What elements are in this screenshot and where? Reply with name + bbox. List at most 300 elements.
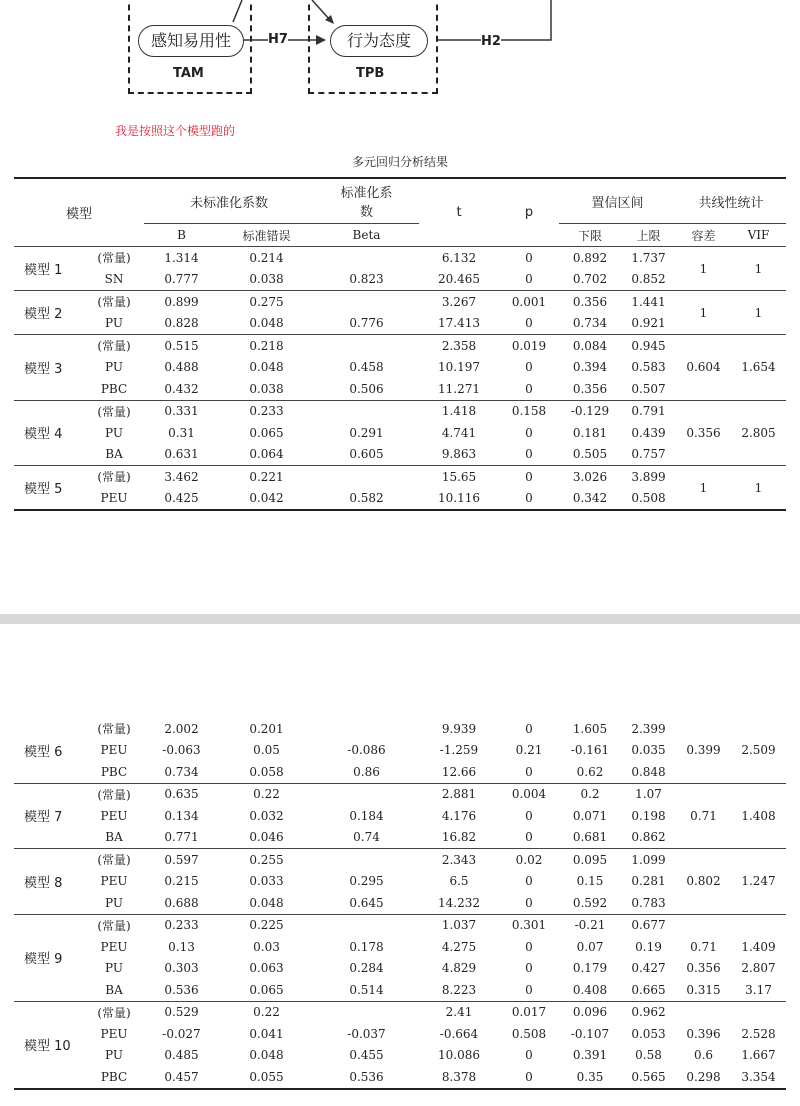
cell-vif: 2.805 [731, 400, 786, 466]
cell-vif: 1 [731, 247, 786, 291]
cell-t: 2.343 [419, 849, 499, 871]
variable-name: PBC [100, 1069, 128, 1084]
cell-t: 1.418 [419, 400, 499, 422]
table-row [14, 291, 786, 313]
annotation-note: 我是按照这个模型跑的 [115, 124, 236, 138]
variable-name: PEU [100, 808, 128, 823]
cell-lo: 0.084 [559, 335, 621, 357]
cell-B: 0.134 [164, 808, 199, 823]
cell-se: 0.225 [219, 914, 314, 936]
cell-lo: 1.605 [572, 721, 608, 736]
cell-lo: 0.592 [572, 895, 608, 910]
cell-tolerance: 0.802 [676, 849, 731, 915]
cell-se: 0.214 [219, 247, 314, 269]
cell-tolerance: 0.356 [686, 961, 721, 976]
cell-B: 0.515 [144, 335, 219, 357]
model-name: 模型 5 [14, 466, 84, 511]
cell-p: 0 [525, 721, 533, 736]
cell-p: 0.004 [499, 783, 559, 805]
cell-t: 15.65 [419, 466, 499, 488]
cell-p: 0 [525, 982, 533, 997]
cell-lo: 0.62 [576, 764, 604, 779]
model-name: 模型 7 [14, 783, 84, 849]
cell-t: 2.41 [419, 1001, 499, 1023]
cell-hi: 0.19 [635, 939, 662, 954]
cell-hi: 0.921 [631, 316, 666, 331]
cell-hi: 0.427 [631, 961, 666, 976]
table-row [14, 466, 786, 488]
cell-lo: 0.181 [572, 425, 608, 440]
variable-name: PEU [100, 939, 128, 954]
variable-name: BA [105, 830, 123, 845]
variable-name: (常量) [84, 335, 144, 357]
cell-lo: 0.892 [559, 247, 621, 269]
cell-beta [314, 400, 419, 422]
variable-name: PU [105, 360, 123, 375]
cell-beta: 0.284 [349, 961, 384, 976]
cell-se: 0.201 [249, 721, 284, 736]
cell-B: -0.063 [162, 743, 201, 758]
cell-p: 0 [525, 895, 533, 910]
page-separator [0, 614, 800, 624]
cell-t: 2.358 [419, 335, 499, 357]
cell-vif: 1.667 [741, 1048, 776, 1063]
variable-name: SN [104, 272, 124, 287]
variable-name: PEU [100, 491, 128, 506]
cell-t: 6.132 [419, 247, 499, 269]
cell-beta: 0.458 [349, 360, 384, 375]
model-name: 模型 2 [14, 291, 84, 335]
table-row [14, 914, 786, 936]
cell-lo: -0.107 [570, 1026, 610, 1041]
cell-beta: 0.536 [349, 1069, 384, 1084]
cell-lo: 0.342 [572, 491, 608, 506]
cell-p: 0.017 [499, 1001, 559, 1023]
cell-vif [731, 914, 786, 936]
cell-t: -0.664 [439, 1026, 479, 1041]
cell-p: 0.508 [511, 1026, 547, 1041]
cell-se: 0.275 [219, 291, 314, 313]
cell-beta [314, 291, 419, 313]
cell-beta: -0.037 [347, 1026, 386, 1041]
cell-beta [314, 247, 419, 269]
tam-label: TAM [173, 66, 204, 81]
cell-t: 9.939 [441, 721, 477, 736]
header-model: 模型 [65, 207, 92, 222]
h2-label: H2 [481, 34, 501, 49]
cell-t: 2.881 [419, 783, 499, 805]
variable-name: PU [105, 425, 123, 440]
cell-t: -1.259 [439, 743, 479, 758]
variable-name: PBC [100, 764, 128, 779]
node-perceived-ease-of-use: 感知易用性 [138, 25, 244, 57]
cell-hi: 0.783 [631, 895, 666, 910]
cell-beta: 0.776 [349, 316, 384, 331]
cell-lo: 3.026 [559, 466, 621, 488]
table-row [14, 783, 786, 805]
cell-hi: 0.677 [621, 914, 676, 936]
variable-name: (常量) [84, 291, 144, 313]
cell-B: 1.314 [144, 247, 219, 269]
cell-hi: 0.053 [631, 1026, 666, 1041]
cell-B: 0.488 [164, 360, 199, 375]
variable-name: BA [105, 982, 123, 997]
cell-hi: 1.441 [621, 291, 676, 313]
cell-B: 0.597 [144, 849, 219, 871]
cell-t: 20.465 [438, 272, 480, 287]
cell-t: 8.378 [441, 1069, 477, 1084]
table-row [14, 936, 786, 958]
cell-lo: 0.179 [572, 961, 608, 976]
cell-t: 3.267 [419, 291, 499, 313]
header-row-1 [14, 178, 786, 224]
header-b: B [144, 224, 219, 247]
cell-lo: -0.21 [559, 914, 621, 936]
cell-p: 0.001 [499, 291, 559, 313]
cell-p: 0 [525, 360, 533, 375]
cell-vif: 2.509 [741, 743, 776, 758]
variable-name: PU [105, 1048, 123, 1063]
cell-se: 0.048 [249, 895, 284, 910]
cell-tolerance: 0.71 [690, 939, 717, 954]
cell-hi: 0.281 [631, 874, 666, 889]
cell-tolerance: 1 [676, 466, 731, 511]
table-row [14, 979, 786, 1001]
cell-lo: 0.071 [572, 808, 608, 823]
cell-hi: 0.945 [621, 335, 676, 357]
cell-tolerance [676, 914, 731, 936]
table-row [14, 849, 786, 871]
cell-se: 0.038 [249, 272, 284, 287]
tpb-link-line [312, 0, 330, 20]
cell-B: 0.31 [168, 425, 195, 440]
cell-se: 0.048 [249, 360, 284, 375]
cell-se: 0.03 [253, 939, 280, 954]
cell-p: 0.21 [515, 743, 543, 758]
cell-tolerance: 0.6 [693, 1048, 714, 1063]
table-row [14, 247, 786, 269]
cell-lo: 0.35 [576, 1069, 604, 1084]
cell-p: 0 [525, 425, 533, 440]
table-row [14, 1066, 786, 1089]
cell-beta: 0.455 [349, 1048, 384, 1063]
table-row [14, 422, 786, 444]
cell-B: 0.233 [144, 914, 219, 936]
cell-t: 4.176 [441, 808, 477, 823]
cell-lo: 0.095 [559, 849, 621, 871]
cell-B: 0.631 [164, 447, 199, 462]
header-standardized: 标准化系数 [314, 178, 419, 224]
cell-se: 0.05 [253, 743, 280, 758]
cell-p: 0.02 [499, 849, 559, 871]
cell-se: 0.055 [249, 1069, 284, 1084]
cell-tolerance: 0.604 [676, 335, 731, 401]
variable-name: PU [105, 961, 123, 976]
cell-se: 0.048 [249, 316, 284, 331]
cell-t: 6.5 [449, 874, 469, 889]
regression-table-part2 [14, 718, 786, 1090]
cell-beta: 0.514 [349, 982, 384, 997]
cell-beta [314, 914, 419, 936]
cell-t: 8.223 [441, 982, 477, 997]
variable-name: (常量) [84, 783, 144, 805]
cell-t: 17.413 [438, 316, 480, 331]
variable-name: PBC [100, 381, 128, 396]
cell-B: 0.425 [164, 491, 199, 506]
cell-hi: 0.439 [631, 425, 666, 440]
cell-se: 0.233 [219, 400, 314, 422]
cell-p: 0.158 [499, 400, 559, 422]
cell-lo: 0.356 [572, 381, 608, 396]
cell-p: 0 [525, 272, 533, 287]
cell-tolerance: 0.315 [686, 982, 721, 997]
cell-hi: 0.862 [631, 830, 666, 845]
regression-table-part1 [14, 177, 786, 511]
variable-name: (常量) [84, 849, 144, 871]
cell-hi: 1.07 [621, 783, 676, 805]
variable-name: BA [105, 447, 123, 462]
cell-p: 0 [525, 961, 533, 976]
variable-name: (常量) [84, 247, 144, 269]
cell-p: 0 [525, 874, 533, 889]
cell-t: 12.66 [441, 764, 477, 779]
cell-B: 0.457 [164, 1069, 199, 1084]
table-title: 多元回归分析结果 [351, 155, 448, 169]
cell-B: 0.536 [164, 982, 199, 997]
cell-lo: 0.734 [572, 316, 608, 331]
cell-lo: 0.356 [559, 291, 621, 313]
header-t: t [456, 205, 462, 220]
header-p: p [524, 205, 534, 220]
variable-name: (常量) [84, 400, 144, 422]
table-row [14, 892, 786, 914]
table-row [14, 1001, 786, 1023]
cell-t: 10.197 [438, 360, 480, 375]
cell-vif: 1.408 [731, 783, 786, 849]
table-row [14, 488, 786, 511]
cell-p: 0 [525, 764, 533, 779]
table-row [14, 827, 786, 849]
table-row [14, 1023, 786, 1045]
cell-se: 0.042 [249, 491, 284, 506]
cell-B: 0.734 [164, 764, 199, 779]
cell-se: 0.22 [219, 1001, 314, 1023]
cell-p: 0.019 [499, 335, 559, 357]
cell-p: 0 [525, 1069, 533, 1084]
table-row [14, 805, 786, 827]
cell-hi: 0.507 [631, 381, 666, 396]
cell-B: 0.303 [164, 961, 199, 976]
cell-tolerance: 0.399 [686, 743, 721, 758]
cell-B: 0.771 [164, 830, 199, 845]
cell-p: 0 [525, 939, 533, 954]
cell-hi: 0.665 [631, 982, 666, 997]
cell-vif: 1.409 [741, 939, 776, 954]
cell-se: 0.064 [249, 447, 284, 462]
cell-B: 0.13 [168, 939, 195, 954]
model-name: 模型 10 [14, 1001, 84, 1089]
model-name: 模型 1 [14, 247, 84, 291]
cell-se: 0.032 [249, 808, 284, 823]
cell-se: 0.048 [249, 1048, 284, 1063]
cell-lo: 0.07 [576, 939, 604, 954]
cell-beta: 0.582 [349, 491, 384, 506]
model-name: 模型 6 [24, 744, 63, 760]
table-row [14, 740, 786, 762]
variable-name: PU [105, 316, 123, 331]
table-row [14, 871, 786, 893]
cell-B: 2.002 [164, 721, 199, 736]
cell-lo: 0.681 [572, 830, 608, 845]
table-row [14, 400, 786, 422]
cell-lo: 0.2 [559, 783, 621, 805]
cell-lo: 0.408 [572, 982, 608, 997]
cell-hi: 0.198 [631, 808, 666, 823]
table-row [14, 335, 786, 357]
table-row [14, 313, 786, 335]
cell-beta: 0.506 [349, 381, 384, 396]
cell-lo: 0.505 [572, 447, 608, 462]
cell-beta: 0.184 [349, 808, 384, 823]
cell-se: 0.041 [249, 1026, 284, 1041]
variable-name: PEU [100, 874, 128, 889]
cell-vif: 3.354 [741, 1069, 776, 1084]
header-confidence-interval: 置信区间 [559, 178, 676, 224]
model-name: 模型 4 [14, 400, 84, 466]
table-row [14, 378, 786, 400]
cell-B: 0.899 [144, 291, 219, 313]
cell-hi: 0.962 [621, 1001, 676, 1023]
cell-hi: 0.508 [631, 491, 666, 506]
cell-hi: 0.035 [631, 743, 666, 758]
tam-link-line [233, 0, 242, 22]
header-vif: VIF [731, 224, 786, 247]
cell-beta: 0.178 [349, 939, 384, 954]
cell-t: 11.271 [438, 381, 480, 396]
cell-tolerance: 0.71 [676, 783, 731, 849]
cell-se: 0.033 [249, 874, 284, 889]
cell-beta: 0.86 [353, 764, 380, 779]
cell-B: 0.828 [164, 316, 199, 331]
cell-hi: 3.899 [621, 466, 676, 488]
cell-lo: 0.391 [572, 1048, 608, 1063]
h7-label: H7 [268, 32, 288, 47]
cell-hi: 0.583 [631, 360, 666, 375]
header-tolerance: 容差 [676, 224, 731, 247]
cell-B: 0.529 [144, 1001, 219, 1023]
variable-name: PEU [100, 1026, 128, 1041]
cell-se: 0.046 [249, 830, 284, 845]
cell-p: 0.301 [499, 914, 559, 936]
cell-beta [314, 718, 419, 740]
model-name: 模型 9 [14, 914, 84, 1001]
cell-t: 14.232 [438, 895, 480, 910]
cell-beta [314, 466, 419, 488]
cell-beta: 0.605 [349, 447, 384, 462]
cell-t: 4.829 [441, 961, 477, 976]
cell-hi: 2.399 [631, 721, 666, 736]
cell-beta: 0.74 [353, 830, 380, 845]
cell-lo: 0.702 [572, 272, 608, 287]
cell-B: 0.432 [164, 381, 199, 396]
cell-B: -0.027 [162, 1026, 201, 1041]
cell-vif: 2.807 [741, 961, 776, 976]
h7-arrowhead [316, 35, 326, 45]
cell-p: 0 [525, 808, 533, 823]
variable-name: (常量) [84, 1001, 144, 1023]
cell-se: 0.221 [219, 466, 314, 488]
cell-tolerance: 1 [676, 247, 731, 291]
cell-p: 0 [499, 466, 559, 488]
cell-tolerance: 0.298 [686, 1069, 721, 1084]
cell-se: 0.218 [219, 335, 314, 357]
cell-se: 0.065 [249, 982, 284, 997]
cell-se: 0.058 [249, 764, 284, 779]
cell-t: 10.116 [438, 491, 480, 506]
cell-t: 16.82 [441, 830, 477, 845]
cell-beta: 0.823 [349, 272, 384, 287]
cell-tolerance [676, 1001, 731, 1023]
tpb-label: TPB [356, 66, 385, 81]
cell-tolerance: 0.356 [676, 400, 731, 466]
model-diagram [0, 0, 800, 100]
cell-se: 0.255 [219, 849, 314, 871]
cell-t: 10.086 [438, 1048, 480, 1063]
header-lower: 下限 [559, 224, 621, 247]
cell-se: 0.065 [249, 425, 284, 440]
variable-name: (常量) [84, 466, 144, 488]
cell-hi: 1.737 [621, 247, 676, 269]
cell-B: 0.688 [164, 895, 199, 910]
cell-B: 0.485 [164, 1048, 199, 1063]
cell-beta [314, 783, 419, 805]
variable-name: PU [105, 895, 123, 910]
table-row [14, 718, 786, 740]
cell-lo: -0.161 [570, 743, 610, 758]
cell-p: 0 [525, 1048, 533, 1063]
cell-t: 9.863 [441, 447, 477, 462]
cell-vif: 1 [731, 291, 786, 335]
cell-hi: 0.58 [635, 1048, 662, 1063]
table-row [14, 269, 786, 291]
cell-p: 0 [525, 830, 533, 845]
cell-beta: -0.086 [347, 743, 386, 758]
cell-beta [314, 849, 419, 871]
cell-hi: 1.099 [621, 849, 676, 871]
cell-p: 0 [525, 491, 533, 506]
cell-vif [731, 1001, 786, 1023]
model-name: 模型 8 [14, 849, 84, 915]
cell-lo: 0.15 [576, 874, 604, 889]
cell-t: 4.275 [441, 939, 477, 954]
header-std-error: 标准错误 [219, 224, 314, 247]
cell-vif: 3.17 [745, 982, 772, 997]
header-beta: Beta [314, 224, 419, 247]
cell-beta [314, 1001, 419, 1023]
cell-B: 3.462 [144, 466, 219, 488]
cell-p: 0 [525, 381, 533, 396]
cell-p: 0 [499, 247, 559, 269]
cell-beta: 0.291 [349, 425, 384, 440]
variable-name: (常量) [84, 914, 144, 936]
variable-name: (常量) [97, 722, 131, 737]
cell-vif: 1 [731, 466, 786, 511]
cell-hi: 0.852 [631, 272, 666, 287]
table-row [14, 357, 786, 379]
table-row [14, 1045, 786, 1067]
cell-lo: 0.394 [572, 360, 608, 375]
cell-lo: -0.129 [559, 400, 621, 422]
